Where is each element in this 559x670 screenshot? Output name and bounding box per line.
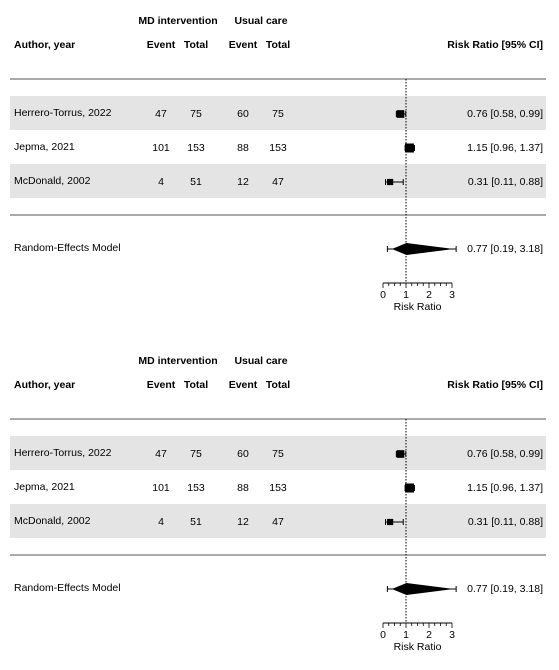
study-event-usual: 88 — [237, 142, 249, 154]
model-effect-label: 0.77 [0.19, 3.18] — [467, 583, 543, 595]
study-point-estimate — [397, 450, 405, 458]
study-event-md: 4 — [158, 176, 164, 188]
study-event-usual: 12 — [237, 516, 249, 528]
study-total-usual: 47 — [272, 516, 284, 528]
header-event-2: Event — [228, 39, 258, 51]
header-event-1: Event — [146, 39, 176, 51]
forest-plot-panel-2 — [0, 340, 559, 670]
study-total-md: 75 — [190, 108, 202, 120]
study-total-md: 51 — [190, 516, 202, 528]
study-effect-label: 0.76 [0.58, 0.99] — [467, 448, 543, 460]
study-event-usual: 60 — [237, 448, 249, 460]
study-author: Jepma, 2021 — [14, 141, 75, 153]
study-total-usual: 75 — [272, 108, 284, 120]
header-usual-care: Usual care — [234, 355, 288, 367]
x-axis-title: Risk Ratio — [393, 641, 442, 653]
header-md-intervention: MD intervention — [138, 355, 218, 367]
study-event-md: 47 — [155, 108, 167, 120]
model-diamond — [392, 583, 454, 595]
header-total-2: Total — [265, 379, 291, 391]
study-author: Herrero-Torrus, 2022 — [14, 447, 112, 459]
study-total-md: 153 — [187, 142, 205, 154]
x-tick-label: 0 — [380, 289, 386, 301]
header-risk-ratio: Risk Ratio [95% CI] — [447, 39, 543, 51]
study-author: McDonald, 2002 — [14, 515, 91, 527]
model-effect-label: 0.77 [0.19, 3.18] — [467, 243, 543, 255]
model-diamond — [392, 243, 454, 255]
study-point-estimate — [397, 110, 405, 118]
x-axis-title: Risk Ratio — [393, 301, 442, 313]
x-tick-label: 3 — [449, 289, 455, 301]
study-author: Jepma, 2021 — [14, 481, 75, 493]
study-point-estimate — [387, 519, 393, 525]
header-risk-ratio: Risk Ratio [95% CI] — [447, 379, 543, 391]
x-tick-label: 1 — [403, 289, 409, 301]
forest-plot-svg — [0, 0, 559, 330]
study-event-md: 101 — [152, 482, 170, 494]
header-total-1: Total — [183, 39, 209, 51]
header-author-year: Author, year — [14, 39, 76, 51]
header-total-2: Total — [265, 39, 291, 51]
x-tick-label: 0 — [380, 629, 386, 641]
study-point-estimate — [387, 179, 393, 185]
study-event-md: 47 — [155, 448, 167, 460]
study-total-usual: 153 — [269, 482, 287, 494]
study-total-usual: 47 — [272, 176, 284, 188]
study-author: McDonald, 2002 — [14, 175, 91, 187]
study-event-md: 101 — [152, 142, 170, 154]
study-effect-label: 0.76 [0.58, 0.99] — [467, 108, 543, 120]
study-total-md: 153 — [187, 482, 205, 494]
header-event-2: Event — [228, 379, 258, 391]
study-effect-label: 0.31 [0.11, 0.88] — [467, 176, 543, 188]
study-total-usual: 153 — [269, 142, 287, 154]
header-author-year: Author, year — [14, 379, 76, 391]
study-effect-label: 1.15 [0.96, 1.37] — [467, 142, 543, 154]
header-md-intervention: MD intervention — [138, 15, 218, 27]
study-event-usual: 60 — [237, 108, 249, 120]
forest-plot-panel-1 — [0, 0, 559, 330]
header-total-1: Total — [183, 379, 209, 391]
study-event-usual: 12 — [237, 176, 249, 188]
study-effect-label: 0.31 [0.11, 0.88] — [467, 516, 543, 528]
model-label: Random-Effects Model — [14, 582, 121, 594]
study-event-usual: 88 — [237, 482, 249, 494]
study-total-md: 75 — [190, 448, 202, 460]
x-tick-label: 1 — [403, 629, 409, 641]
x-tick-label: 2 — [426, 629, 432, 641]
x-tick-label: 2 — [426, 289, 432, 301]
forest-plot-svg — [0, 340, 559, 670]
header-event-1: Event — [146, 379, 176, 391]
study-author: Herrero-Torrus, 2022 — [14, 107, 112, 119]
study-total-usual: 75 — [272, 448, 284, 460]
study-total-md: 51 — [190, 176, 202, 188]
x-tick-label: 3 — [449, 629, 455, 641]
study-effect-label: 1.15 [0.96, 1.37] — [467, 482, 543, 494]
model-label: Random-Effects Model — [14, 242, 121, 254]
study-event-md: 4 — [158, 516, 164, 528]
header-usual-care: Usual care — [234, 15, 288, 27]
